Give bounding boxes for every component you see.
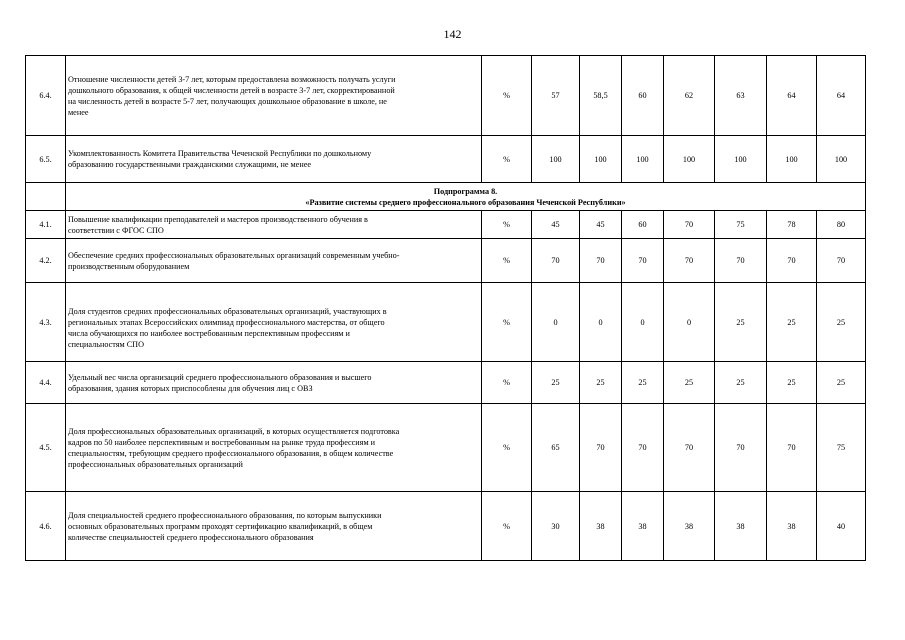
row-number: 4.3. (26, 283, 66, 362)
description-line (68, 295, 479, 306)
table-row (26, 56, 866, 136)
description-line: Доля профессиональных образовательных организаций, в которых осуществляется подготовка (68, 426, 400, 436)
value-cell: 70 (664, 211, 715, 239)
description-line: Укомплектованность Комитета Правительства Чеченской Республики по дошкольному (68, 149, 372, 158)
description-line: количестве специальностей среднего профессионального образования (68, 532, 314, 542)
table-row (26, 211, 866, 239)
indicator-description (66, 404, 482, 492)
indicator-description (66, 362, 482, 404)
page-number: 142 (443, 27, 462, 41)
table-row (26, 362, 866, 404)
subprogram-heading-cell (66, 183, 866, 211)
description-line: Обеспечение средних профессиональных образовательных организаций современным учебно- (68, 250, 400, 260)
value-cell: 100 (817, 136, 866, 183)
value-cell: 25 (715, 283, 767, 362)
value-cell: 0 (664, 283, 715, 362)
value-cell: 38 (767, 492, 817, 561)
value-cell: 0 (580, 283, 622, 362)
value-cell: 75 (715, 211, 767, 239)
row-number: 4.5. (26, 404, 66, 492)
value-cell: 75 (817, 404, 866, 492)
value-cell: 25 (580, 362, 622, 404)
value-cell: 70 (715, 239, 767, 283)
value-cell: 100 (622, 136, 664, 183)
value-cell: 78 (767, 211, 817, 239)
value-cell: 0 (622, 283, 664, 362)
indicator-description (66, 283, 482, 362)
value-cell: 60 (622, 56, 664, 136)
subprogram-number-cell (26, 183, 66, 211)
row-number: 4.6. (26, 492, 66, 561)
description-line: образованию государственными гражданскими служащими, не менее (68, 160, 311, 169)
description-line: образования, здания которых приспособлены для обучения лиц с ОВЗ (68, 383, 313, 393)
value-cell: 64 (767, 56, 817, 136)
value-cell: 30 (532, 492, 580, 561)
value-cell: 70 (715, 404, 767, 492)
table-row (26, 136, 866, 183)
value-cell: 70 (767, 239, 817, 283)
row-number: 4.4. (26, 362, 66, 404)
value-cell: 60 (622, 211, 664, 239)
description-line: соответствии с ФГОС СПО (68, 225, 164, 235)
value-cell: 38 (664, 492, 715, 561)
indicator-description (66, 136, 482, 183)
indicator-description (66, 239, 482, 283)
value-cell: 80 (817, 211, 866, 239)
description-line: Отношение численности детей 3-7 лет, которым предоставлена возможность получать услуги (68, 74, 396, 84)
description-line: основных образовательных программ проходят сертификацию квалификаций, в общем (68, 521, 373, 531)
value-cell: 58,5 (580, 56, 622, 136)
indicator-description (66, 211, 482, 239)
description-line: специальностям, требующим среднего профессионального образования, в общем количестве (68, 448, 394, 458)
value-cell: 38 (580, 492, 622, 561)
unit-cell: % (482, 211, 532, 239)
unit-cell: % (482, 283, 532, 362)
value-cell: 100 (715, 136, 767, 183)
value-cell: 63 (715, 56, 767, 136)
row-number: 6.4. (26, 56, 66, 136)
value-cell: 57 (532, 56, 580, 136)
value-cell: 25 (817, 362, 866, 404)
table-row (26, 492, 866, 561)
value-cell: 45 (580, 211, 622, 239)
value-cell: 100 (532, 136, 580, 183)
unit-cell: % (482, 239, 532, 283)
value-cell: 25 (767, 362, 817, 404)
unit-cell: % (482, 136, 532, 183)
unit-cell: % (482, 362, 532, 404)
description-line: на численность детей в возрасте 5-7 лет, получающих дошкольное образование в школе, не (68, 96, 387, 106)
value-cell: 25 (532, 362, 580, 404)
subprogram-title: Подпрограмма 8. (433, 186, 498, 196)
value-cell: 25 (664, 362, 715, 404)
value-cell: 25 (767, 283, 817, 362)
value-cell: 38 (622, 492, 664, 561)
unit-cell: % (482, 56, 532, 136)
value-cell: 70 (817, 239, 866, 283)
table-body-after (26, 211, 866, 561)
indicator-description (66, 492, 482, 561)
value-cell: 65 (532, 404, 580, 492)
description-line: числа обучающихся по наиболее востребованным перспективным профессиям и (68, 328, 350, 338)
row-number: 4.1. (26, 211, 66, 239)
description-line: кадров по 50 наиболее перспективным и востребованным на рынке труда профессиям и (68, 437, 376, 447)
value-cell: 25 (817, 283, 866, 362)
table-body-before (26, 56, 866, 183)
description-line: дошкольного образования, к общей численности детей в возрасте 3-7 лет, скорректированной (68, 85, 395, 95)
value-cell: 70 (580, 239, 622, 283)
subprogram-name: «Развитие системы среднего профессионального образования Чеченской Республики» (305, 197, 626, 207)
value-cell: 45 (532, 211, 580, 239)
value-cell: 70 (767, 404, 817, 492)
description-line: Повышение квалификации преподавателей и мастеров производственного обучения в (68, 214, 368, 224)
description-line: Доля специальностей среднего профессионального образования, по которым выпускники (68, 510, 382, 520)
value-cell: 100 (664, 136, 715, 183)
value-cell: 70 (664, 239, 715, 283)
row-number: 4.2. (26, 239, 66, 283)
value-cell: 25 (622, 362, 664, 404)
description-line: Удельный вес числа организаций среднего профессионального образования и высшего (68, 372, 372, 382)
value-cell: 64 (817, 56, 866, 136)
indicator-description (66, 56, 482, 136)
value-cell: 70 (622, 404, 664, 492)
value-cell: 100 (580, 136, 622, 183)
table-row (26, 283, 866, 362)
value-cell: 40 (817, 492, 866, 561)
value-cell: 70 (580, 404, 622, 492)
row-number: 6.5. (26, 136, 66, 183)
table-row (26, 239, 866, 283)
subprogram-row (26, 183, 866, 211)
subprogram-section (26, 183, 866, 211)
value-cell: 0 (532, 283, 580, 362)
value-cell: 70 (532, 239, 580, 283)
description-line: менее (68, 107, 89, 117)
indicators-table (25, 55, 866, 561)
value-cell: 38 (715, 492, 767, 561)
value-cell: 70 (622, 239, 664, 283)
unit-cell: % (482, 492, 532, 561)
value-cell: 70 (664, 404, 715, 492)
description-line: региональных этапах Всероссийских олимпиад профессионального мастерства, от общего (68, 317, 385, 327)
description-line: Доля студентов средних профессиональных образовательных организаций, участвующих в (68, 306, 387, 316)
value-cell: 62 (664, 56, 715, 136)
description-line: профессиональных образовательных организаций (68, 459, 243, 469)
table-row (26, 404, 866, 492)
description-line: специальностям СПО (68, 339, 145, 349)
value-cell: 100 (767, 136, 817, 183)
unit-cell: % (482, 404, 532, 492)
value-cell: 25 (715, 362, 767, 404)
description-line: производственным оборудованием (68, 261, 190, 271)
